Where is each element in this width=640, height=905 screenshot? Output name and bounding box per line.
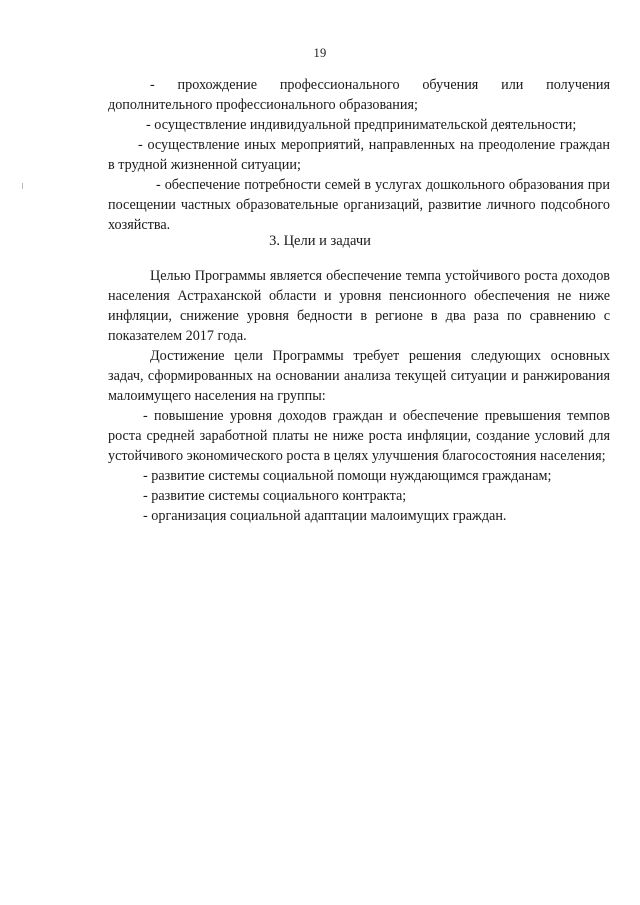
goals-section: [108, 266, 610, 526]
task-item: - организация социальной адаптации малоимущих граждан.: [143, 508, 507, 524]
list-item: - прохождение профессионального обучения или получения дополнительного профессионального образования;: [108, 77, 610, 113]
list-item: - осуществление иных мероприятий, направленных на преодоление граждан в трудной жизненной ситуации;: [108, 137, 610, 173]
page-number: 19: [313, 46, 327, 60]
task-item: - развитие системы социальной помощи нуждающимся гражданам;: [143, 468, 552, 484]
task-item: - повышение уровня доходов граждан и обеспечение превышения темпов роста средней заработной платы не ниже роста инфляции, создание условий для устойчивого экономического роста в целях улучшения благосостояния населения;: [108, 408, 610, 464]
section-heading: 3. Цели и задачи: [269, 233, 371, 249]
list-item: - обеспечение потребности семей в услугах дошкольного образования при посещении частных образовательные организаций, развитие личного подсобного хозяйства.: [108, 177, 610, 233]
intro-list: [108, 75, 610, 235]
task-item: - развитие системы социального контракта;: [143, 488, 407, 504]
scan-margin-mark: [22, 183, 23, 189]
list-item: - осуществление индивидуальной предпринимательской деятельности;: [146, 117, 577, 133]
goal-paragraph: Целью Программы является обеспечение темпа устойчивого роста доходов населения Астраханской области и уровня пенсионного обеспечения не ниже инфляции, снижение уровня бедности в регионе в два раза по сравнению с показателем 2017 года.: [108, 268, 610, 344]
tasks-intro-paragraph: Достижение цели Программы требует решения следующих основных задач, сформированных на основании анализа текущей ситуации и ранжирования малоимущего населения на группы:: [108, 348, 610, 404]
